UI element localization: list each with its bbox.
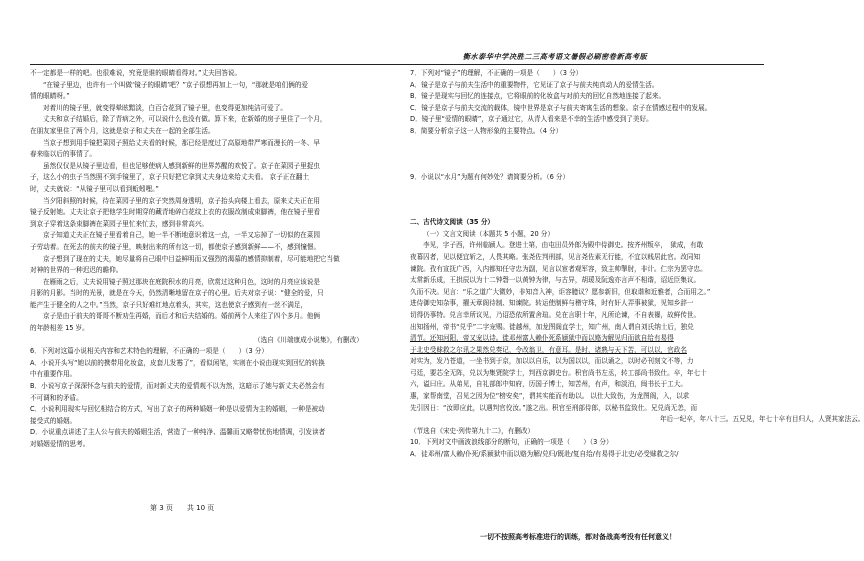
passage-line: 太常新乐成，王拱辰以为十二钟磬一以黄钟为律，与古异，胡瑗及阮逸亦言声不相谐，诏近臣集议。 bbox=[410, 276, 701, 285]
text-line: 子，这么小的虫子当然照不到手镜里了，京子只好把它拿到丈夫身边来给丈夫看。 京子正在翻土 bbox=[30, 173, 310, 182]
passage-line: 进侍御史知杂事，擢天章阁待制、知谏院。转运使制鲜与稽守珠，时有奸人弄事被狱，见知乡辞一 bbox=[410, 299, 694, 308]
text-line: “在镜子里边，也许有一个叫做‘镜子的眼睛’吧？”京子很想再加上一句，“那就是咱们俩的爱 bbox=[43, 80, 309, 89]
left-column bbox=[30, 68, 382, 451]
text-line: 在朋友家里住了两个月，这就是京子和丈夫在一起的全部生活。 bbox=[30, 126, 215, 135]
passage-line: 对实为，发乃苍道，一坐书到于京，加以以自乐，以为国以以，而以诵之，以时必刊刻文不等，力 bbox=[410, 357, 694, 366]
text-line: 接受式的婚姻。 bbox=[30, 416, 77, 425]
text-line: 能产生于健全的人之中。”当然，京子只好难红地点着头，其实，这也使京子感到有一丝不满足， bbox=[30, 300, 308, 309]
text-line: 月影的月影。当时的光景，就是在今天，仍然清晰地留在京子的心里。后夫对京子说：“健全的爱，只 bbox=[30, 289, 324, 298]
footer-notice: 一切不按照高考标准进行的训练，都对备战高考没有任何意义！ bbox=[480, 533, 676, 541]
text-line: 对婚姻爱情的思考。 bbox=[30, 440, 90, 448]
question-6: 6．下列对这篇小说相关内容和艺术特色的理解，不正确的一项是（ ）（3 分） bbox=[30, 347, 268, 356]
text-line: 不可调和的矛盾。 bbox=[30, 393, 83, 402]
text-line: 的年龄相差 15 岁。 bbox=[30, 324, 89, 333]
text-line: 当京子想到用手镜把菜园子照给丈夫看的时候，那已经是度过了高原地带严寒而漫长的一冬、早 bbox=[43, 138, 320, 147]
page-header: 衡水泰华中学决胜二三高考语文暑假必刷密卷新高考版 bbox=[462, 52, 648, 61]
text-line: 京子知道丈夫正在镜子里看着自己，她一半不断地意识着这一点，一半又忘掉了一切似的在菜园 bbox=[43, 231, 320, 240]
passage-line: 切得仍事特。兑言幸所议见，乃诏恐依所置舍瑄。兑在言职十年，凡所论谏，不自表襮，故鲜传世。 bbox=[410, 310, 701, 319]
text-line: 虽然仅仅是从镜子里边看，但也足够使病人感到新鲜的世界苏醒的欢悦了。京子在菜园子里捉虫 bbox=[43, 161, 320, 170]
text-line: 对着川的镜子里，就变得晕眩黯淡，白百合花到了镜子里，也变得更加纯洁可爱了。 bbox=[43, 103, 287, 112]
option-c: C．镜子是京子与前夫交流的载体，镜中世界是京子与前夫寄寓生活的想象。京子在情感过程中的发展。 bbox=[410, 103, 712, 112]
answer-space bbox=[410, 138, 766, 172]
answer-space bbox=[410, 183, 766, 217]
source-note: （选自《川端康成小说集》，有删改） bbox=[254, 335, 363, 344]
passage-line: 谏院。孜有宣抚广西，入内都知任守忠为副，见言以宦者观军容，致主帅掣肘，非计。仁宗为罢守忠。 bbox=[410, 264, 707, 273]
source-note: 年后一纪卒，年八十三。五兄兑，年七十卒有目归人，人贤其家法云。 bbox=[660, 415, 864, 424]
passage-line: 弓廷，要芯全无阵，兑以为集贤院学士，判西京御史台。积官尚书左丞，转工部尚书致仕。卒，年七十 bbox=[410, 368, 707, 377]
text-line: 丈夫和京子结婚后，除了青病之外，可以说什么也没有做。算下来，在新婚的房子里住了一个月， bbox=[43, 115, 327, 124]
option-b: B．镜子是现实与回忆的连接点，它将眼前的化妆盒与对前夫的回忆自然地连接了起来。 bbox=[410, 92, 666, 101]
question-7: 7．下列对“镜子”的理解，不正确的一项是（ ）（3 分） bbox=[410, 69, 583, 77]
option-c: C．小说利用现实与回忆相结合的方式，写出了京子的两种婚姻一种是以爱情为主的婚姻，一种是被动 bbox=[30, 405, 325, 414]
section-heading: 二、古代诗文阅读（35 分） bbox=[410, 218, 495, 227]
text-line: 当夕阳斜照的时候，待在菜园子里的京子突然周身透明，京子抬头向楼上看去，原来丈夫正在用 bbox=[43, 196, 320, 205]
passage-line: 出知扬州，帝书“兑乎”二字宠赐。徙越州，加龙图阁直学士，知广州，南人谓自刘氏纳士后，独兑 bbox=[410, 322, 694, 331]
question-8: 8．简要分析京子这一人物形象的主要特点。（4 分） bbox=[410, 126, 563, 135]
text-line: 不一定都是一样的吧。也很难说，究竟是谁的眼睛看得对。”丈夫回答说。 bbox=[30, 69, 242, 77]
text-line: 时，丈夫就说：“从镜子里可以看到蚯蚓哩。” bbox=[30, 184, 159, 193]
text-line: 镜子反射她。丈夫让京子把他学生时期穿的藏青地碎白花纹上衣的衣服改制成束脚裤，他在镜子里看 bbox=[30, 208, 321, 217]
passage-line-underlined: 于北史受赇救之尔讯之果然兑奏记，令改翁卫，有意耳。是时，诸熟与天下苦，可以以，官政名 bbox=[410, 345, 687, 354]
text-line: 中有重要作用。 bbox=[30, 370, 77, 379]
passage-line: 李见，字子西，许州临颍人。登进士第，由屯田员外郎为殿中侍御史。按齐州叛卒， 狱成，有敢 bbox=[423, 241, 704, 250]
text-line: 京子想到了现在的丈夫，她尽量将自己眼中目益鲜明而又强烈的渴慕的感情抑制着，尽可能地把它当做 bbox=[43, 254, 340, 263]
option-a: A．镜子是京子与前夫生活中的重要物件，它见证了京子与前夫纯真动人的爱情生活。 bbox=[410, 80, 659, 89]
passage-line-underlined: 清节。还知河阳，帝又宠以诗。徙邓州富人赖仆死系颍狱中而以赂为解见归而欲自给有易得 bbox=[410, 334, 674, 343]
passage-line: 夜幕囚者，见以便宜斩之，人畏其略。张尧佐判刑部，见言尧佐素无行能，不宜以贱居此官。改同知 bbox=[410, 252, 701, 261]
text-line: 到京子穿着这条束脚裤在菜园子里忙来忙去，感到非常高兴。 bbox=[30, 219, 209, 228]
right-column bbox=[410, 68, 864, 461]
page-number: 第 3 页 共 10 页 bbox=[150, 504, 215, 512]
subsection-heading: （一）文言文阅读（本题共 5 小题，20 分） bbox=[423, 229, 554, 238]
passage-line: 久而不决。见言：“乐之道广大微妙，非知音入神，讵容臆议？愿参新旧，但取谐和近雅者，合而用之。” bbox=[410, 287, 711, 296]
text-line: 在雁雨之后，丈夫说用镜子照过那块在庭院积水的月亮，欣赏过这种月色，这时的月亮应该说是 bbox=[43, 277, 320, 286]
header-divider bbox=[30, 64, 764, 65]
option-b: B．小说写京子深深怀念与前夫的爱情，而对新丈夫的爱情观不以为然，这暗示了她与新丈夫必然会有 bbox=[30, 382, 325, 391]
passage-line: 惠，家帮南堂，召见之因为位“榜安矣”，谓其实能而有助以。 以仕大致伤，为龙图阁，入，以求 bbox=[410, 392, 690, 401]
text-line: 对神的世界的一种迟迟的瞻仰。 bbox=[30, 266, 123, 275]
option-a: A．小说开头写“她以前的携带用化妆盒，皮套儿发霉了”，看似闲笔，实则在小说由现实到回忆的转换 bbox=[30, 358, 325, 367]
text-line: A．徒邓州/富人赖/仆死/系颍狱中而以赂为解/兑归/既赴/复自给/有易得于北史/必受赇救之尔/ bbox=[410, 450, 679, 459]
passage-line: 六，谥曰庄。从弟见，自礼部郎中知府，历国子博士，知苦州，有声，和淡泊，闽书长于工大。 bbox=[410, 380, 687, 389]
text-line: 京子是由于前夫的哥哥不断劝生再婚，而后才和后夫结婚的。婚前两个人来往了四个多月。他俩 bbox=[43, 312, 320, 321]
question-10: （节选自《宋史·列传第九十二》，有删改） bbox=[410, 426, 535, 435]
question-9: 9．小说以“水月”为题有何妙处？请简要分析。（6 分） bbox=[410, 172, 570, 181]
option-a: 10．下列对文中画波浪线部分的断句，正确的一项是（ ）（3 分） bbox=[410, 438, 613, 447]
option-d: D．镜子里“爱情的眼睛”，京子通过它，从青人看来是不幸的生活中感受到了美好。 bbox=[410, 115, 653, 124]
text-line: 春来临以后的事情了。 bbox=[30, 150, 96, 159]
option-d: D．小说重点讲述了主人公与前夫的婚姻生活，营造了一种纯净、温馨而又略带忧伤地情调，引发读者 bbox=[30, 428, 326, 437]
text-line: 情的眼睛呀。” bbox=[30, 92, 70, 101]
text-line: 子劳动着。在死去的前夫的镜子里，映射出来的所有这一切，都使京子感到新鲜——不，感到憧憬。 bbox=[30, 242, 321, 251]
passage-line: 先引因日：“汝即应此，以遇判官佼汝。”遂之出。积官至刑部侍郎，以秘书监致仕。兄兑尚无恙，而 bbox=[410, 403, 698, 412]
